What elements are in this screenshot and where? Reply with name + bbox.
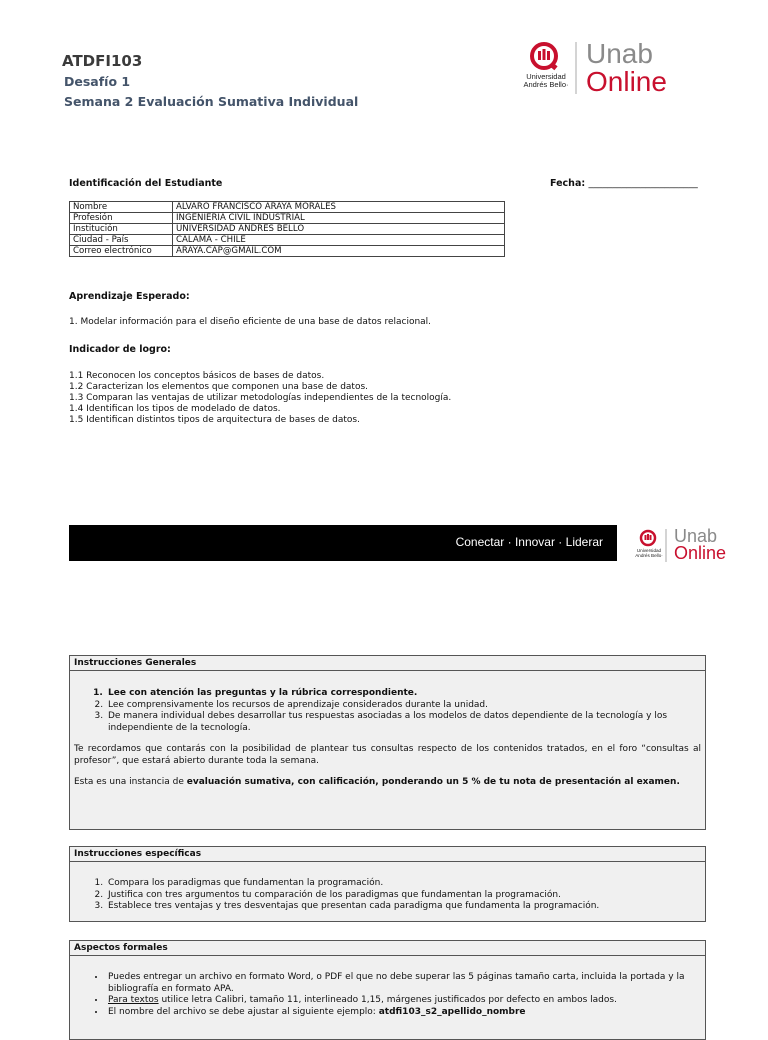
- logo-small-online-text: Online: [674, 543, 727, 563]
- student-section-title: Identificación del Estudiante: [69, 178, 223, 189]
- specific-instruction-item: 3. Establece tres ventajas y tres desventajas que presentan cada paradigma que fundamenta la programación.: [106, 901, 701, 913]
- student-field-value: CALAMA - CHILE: [173, 235, 505, 246]
- formal-aspects-title: Aspectos formales: [70, 941, 705, 956]
- formal-aspect-item: [106, 1007, 701, 1019]
- indicator-item: 1.3 Comparan las ventajas de utilizar metodologías independientes de la tecnología.: [69, 393, 452, 403]
- indicator-list: [69, 371, 451, 426]
- general-instructions-box: [69, 655, 706, 830]
- general-instruction-item: 1. Lee con atención las preguntas y la rúbrica correspondiente.: [106, 688, 701, 700]
- unab-online-logo: [520, 40, 735, 98]
- text-format-rest: utilice letra Calibri, tamaño 11, interlineado 1,15, márgenes justificados por defecto en ambos lados.: [158, 995, 617, 1005]
- expected-learning-title: Aprendizaje Esperado:: [69, 291, 190, 302]
- general-instruction-item: 2. Lee comprensivamente los recursos de aprendizaje considerados durante la unidad.: [106, 700, 701, 712]
- student-field-value: INGENIERIA CIVIL INDUSTRIAL: [173, 213, 505, 224]
- logo-small-univ-line1: Universidad: [636, 548, 662, 553]
- text-format-link: Para textos: [108, 995, 159, 1005]
- indicator-item: 1.4 Identifican los tipos de modelado de datos.: [69, 404, 281, 414]
- logo-small-univ-line2: Andrés Bello·: [635, 553, 663, 558]
- student-field-label: Nombre: [70, 202, 173, 213]
- logo-univ-line1: Universidad: [526, 72, 566, 81]
- student-field-label: Profesión: [70, 213, 173, 224]
- document-subtitle: Semana 2 Evaluación Sumativa Individual: [64, 94, 359, 109]
- student-field-value: ARAYA.CAP@GMAIL.COM: [173, 246, 505, 257]
- student-row: [70, 213, 505, 224]
- general-instructions-list: [74, 688, 701, 734]
- general-instruction-item: 3. De manera individual debes desarrollar tus respuestas asociadas a los modelos de datos dependiente de la tecnología y los independiente de la tecnología.: [106, 711, 701, 734]
- indicator-item: 1.5 Identifican distintos tipos de arquitectura de bases de datos.: [69, 415, 360, 425]
- filename-rule-text: El nombre del archivo se debe ajustar al siguiente ejemplo:: [108, 1006, 379, 1017]
- evaluation-paragraph: [74, 777, 701, 789]
- challenge-title: Desafío 1: [64, 74, 131, 89]
- unab-online-logo-small: [634, 528, 738, 564]
- student-row: [70, 202, 505, 213]
- student-field-label: Ciudad - País: [70, 235, 173, 246]
- evaluation-bold-text: evaluación sumativa, con calificación, ponderando un 5 % de tu nota de presentación al examen.: [186, 777, 680, 787]
- indicator-item: 1.2 Caracterizan los elementos que componen una base de datos.: [69, 382, 369, 392]
- student-row: [70, 246, 505, 257]
- logo-small-unab-text: Unab: [674, 526, 718, 546]
- specific-instructions-box: [69, 846, 706, 922]
- logo-univ-line2: Andrés Bello·: [523, 80, 569, 89]
- specific-instructions-list: [74, 878, 701, 913]
- filename-example: atdfi103_s2_apellido_nombre: [378, 1006, 526, 1017]
- date-field[interactable]: _______________________: [588, 178, 698, 189]
- logo-unab-text: Unab: [586, 38, 653, 69]
- specific-instruction-item: 1. Compara los paradigmas que fundamentan la programación.: [106, 878, 701, 890]
- student-field-value: ALVARO FRANCISCO ARAYA MORALES: [173, 202, 505, 213]
- indicator-item: 1.1 Reconocen los conceptos básicos de bases de datos.: [69, 371, 325, 381]
- expected-learning-item: 1. Modelar información para el diseño eficiente de una base de datos relacional.: [69, 317, 432, 327]
- indicator-title: Indicador de logro:: [69, 344, 171, 355]
- formal-aspects-box: [69, 940, 706, 1040]
- student-field-label: Institución: [70, 224, 173, 235]
- formal-aspects-list: [74, 972, 701, 1018]
- course-code: ATDFI103: [62, 52, 143, 70]
- formal-aspect-item: • Puedes entregar un archivo en formato Word, o PDF el que no debe superar las 5 páginas tamaño carta, incluida la portada y la bibliografía en formato APA.: [106, 972, 701, 995]
- student-row: [70, 224, 505, 235]
- student-table: [69, 201, 505, 257]
- specific-instruction-item: 2. Justifica con tres argumentos tu comparación de los paradigmas que fundamentan la programación.: [106, 890, 701, 902]
- student-row: [70, 235, 505, 246]
- student-field-label: Correo electrónico: [70, 246, 173, 257]
- general-instructions-title: Instrucciones Generales: [70, 656, 705, 671]
- student-field-value: UNIVERSIDAD ANDRES BELLO: [173, 224, 505, 235]
- evaluation-text: Esta es una instancia de: [74, 777, 187, 787]
- banner-slogan: Conectar · Innovar · Liderar: [455, 535, 603, 549]
- formal-aspect-item: [106, 995, 701, 1007]
- logo-online-text: Online: [586, 66, 667, 97]
- date-label: Fecha:: [550, 178, 586, 189]
- forum-paragraph: Te recordamos que contarás con la posibilidad de plantear tus consultas respecto de los contenidos tratados, en el foro “consultas al profesor”, que estará abierto durante toda la semana.: [74, 744, 701, 766]
- date-label-row: [550, 178, 698, 189]
- specific-instructions-title: Instrucciones específicas: [70, 847, 705, 862]
- slogan-banner: [69, 525, 617, 561]
